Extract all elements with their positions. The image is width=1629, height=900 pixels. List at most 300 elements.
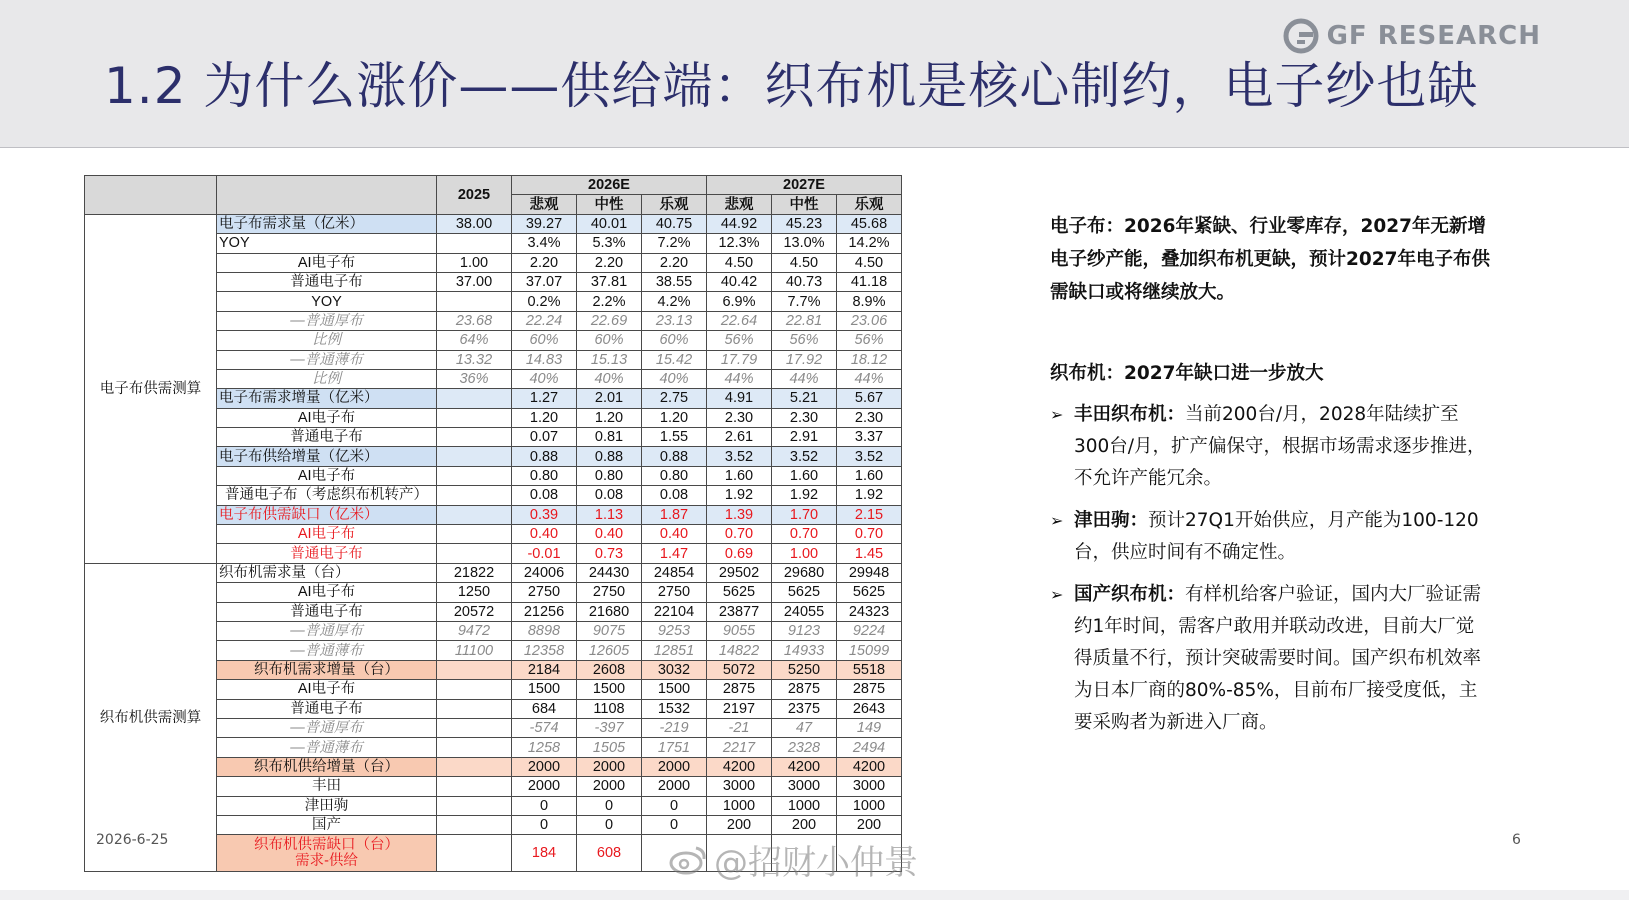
table-cell: 0.73 <box>577 544 642 563</box>
table-cell: 2750 <box>512 583 577 602</box>
table-cell: 2.20 <box>577 253 642 272</box>
table-cell: -0.01 <box>512 544 577 563</box>
row-label: —普通厚布 <box>217 621 437 640</box>
table-cell <box>437 699 512 718</box>
table-header-row <box>85 176 902 195</box>
table-cell: 1000 <box>772 796 837 815</box>
table-cell: 56% <box>837 331 902 350</box>
section-label: 织布机供需测算 <box>85 563 217 871</box>
table-cell: 24006 <box>512 563 577 582</box>
table-cell <box>437 292 512 311</box>
table-cell: 60% <box>642 331 707 350</box>
table-cell: 0.2% <box>512 292 577 311</box>
table-cell: 37.00 <box>437 272 512 291</box>
bullet-text: 预计27Q1开始供应，月产能为100-120台，供应时间有不确定性。 <box>1074 510 1479 563</box>
table-cell: 3000 <box>837 777 902 796</box>
table-cell: 56% <box>772 331 837 350</box>
row-label: AI电子布 <box>217 253 437 272</box>
table-cell: 21680 <box>577 602 642 621</box>
loom-subheading: 织布机：2027年缺口进一步放大 <box>1050 363 1324 384</box>
table-cell: 1000 <box>707 796 772 815</box>
bullet-text: 有样机给客户验证，国内大厂验证需约1年时间，需客户敢用并联动改进，目前大厂觉得质量不行，预计突破需要时间。国产织布机效率为日本厂商的80%-85%，目前布厂接受度低，主要采购者为新进入厂商。 <box>1074 584 1482 733</box>
table-cell: 15.13 <box>577 350 642 369</box>
brand-name: GF RESEARCH <box>1326 21 1541 51</box>
table-cell: 44% <box>772 369 837 388</box>
table-cell: 1.60 <box>707 466 772 485</box>
table-cell: 2000 <box>512 777 577 796</box>
page-title: 1.2 为什么涨价——供给端：织布机是核心制约，电子纱也缺 <box>104 57 1479 115</box>
arrow-bullet-icon: ➢ <box>1050 511 1064 530</box>
row-label: 电子布需求增量（亿米） <box>217 389 437 408</box>
table-cell: 0 <box>642 796 707 815</box>
table-cell: 40% <box>577 369 642 388</box>
table-cell: 0.07 <box>512 428 577 447</box>
table-cell: 1.70 <box>772 505 837 524</box>
row-label: AI电子布 <box>217 525 437 544</box>
table-cell: 45.23 <box>772 214 837 233</box>
table-cell: 0.81 <box>577 428 642 447</box>
fabric-summary: 电子布：2026年紧缺、行业零库存，2027年无新增电子纱产能，叠加织布机更缺，预计2027年电子布供需缺口或将继续放大。 <box>1050 216 1490 303</box>
table-cell: 64% <box>437 331 512 350</box>
table-cell: 29502 <box>707 563 772 582</box>
table-cell: 2.30 <box>772 408 837 427</box>
footer-strip <box>0 890 1629 900</box>
table-cell: 24055 <box>772 602 837 621</box>
table-cell: 18.12 <box>837 350 902 369</box>
table-cell: 608 <box>577 835 642 872</box>
table-cell: 1.60 <box>772 466 837 485</box>
scenario-header: 乐观 <box>642 195 707 214</box>
table-cell: 1.92 <box>772 486 837 505</box>
row-label: AI电子布 <box>217 466 437 485</box>
table-cell: 40.01 <box>577 214 642 233</box>
table-cell: 0.08 <box>577 486 642 505</box>
table-cell: 6.9% <box>707 292 772 311</box>
table-cell: 11100 <box>437 641 512 660</box>
row-label: 国产 <box>217 815 437 834</box>
table-cell: 2000 <box>577 757 642 776</box>
scenario-header: 中性 <box>772 195 837 214</box>
table-cell: 22.69 <box>577 311 642 330</box>
table-cell: 0.40 <box>512 525 577 544</box>
scenario-header: 悲观 <box>707 195 772 214</box>
arrow-bullet-icon: ➢ <box>1050 585 1064 604</box>
table-cell: 36% <box>437 369 512 388</box>
table-cell: 60% <box>577 331 642 350</box>
header-blank-section <box>85 176 217 215</box>
table-cell: 22.81 <box>772 311 837 330</box>
table-cell: 0.40 <box>577 525 642 544</box>
table-cell: 0.69 <box>707 544 772 563</box>
table-cell <box>437 466 512 485</box>
table-cell: 2.2% <box>577 292 642 311</box>
table-cell: 14822 <box>707 641 772 660</box>
weibo-icon <box>668 844 708 876</box>
table-cell: 41.18 <box>837 272 902 291</box>
table-cell: 2643 <box>837 699 902 718</box>
table-cell: 9055 <box>707 621 772 640</box>
page-number: 6 <box>1512 832 1521 848</box>
table-cell: 0.08 <box>642 486 707 505</box>
header-2025: 2025 <box>437 176 512 215</box>
table-cell: 12358 <box>512 641 577 660</box>
row-label: YOY <box>217 234 437 253</box>
row-label: 普通电子布 <box>217 699 437 718</box>
table-cell: 38.55 <box>642 272 707 291</box>
table-cell: 1.87 <box>642 505 707 524</box>
table-cell: 4.50 <box>772 253 837 272</box>
table-cell: 2750 <box>642 583 707 602</box>
table-cell: 44.92 <box>707 214 772 233</box>
table-cell <box>437 680 512 699</box>
table-cell: 0.88 <box>512 447 577 466</box>
row-label: 普通电子布 <box>217 272 437 291</box>
table-cell: 22104 <box>642 602 707 621</box>
table-cell: 40.75 <box>642 214 707 233</box>
table-cell: 2000 <box>642 777 707 796</box>
table-cell: 44% <box>707 369 772 388</box>
table-cell: 3.52 <box>772 447 837 466</box>
table-cell: 1500 <box>512 680 577 699</box>
table-cell: 1258 <box>512 738 577 757</box>
table-cell: 2608 <box>577 660 642 679</box>
table-cell: 200 <box>707 815 772 834</box>
table-cell: 2875 <box>707 680 772 699</box>
table-cell: 0 <box>642 815 707 834</box>
table-cell: 29948 <box>837 563 902 582</box>
bullet-text: 当前200台/月，2028年陆续扩至300台/月，扩产偏保守，根据市场需求逐步推进，不允许产能冗余。 <box>1074 404 1486 489</box>
table-cell: 9123 <box>772 621 837 640</box>
table-cell: -574 <box>512 718 577 737</box>
table-cell: 5250 <box>772 660 837 679</box>
table-cell: 0 <box>512 815 577 834</box>
table-cell: 4200 <box>772 757 837 776</box>
row-label: —普通薄布 <box>217 738 437 757</box>
table-cell: 3000 <box>772 777 837 796</box>
table-cell: 38.00 <box>437 214 512 233</box>
row-label: 织布机需求量（台） <box>217 563 437 582</box>
table-cell: 0.08 <box>512 486 577 505</box>
table-cell: 23877 <box>707 602 772 621</box>
table-cell <box>437 408 512 427</box>
table-cell <box>437 428 512 447</box>
row-label: 丰田 <box>217 777 437 796</box>
row-label: 织布机供给增量（台） <box>217 757 437 776</box>
table-cell: 0.39 <box>512 505 577 524</box>
table-cell <box>437 718 512 737</box>
table-cell: 2197 <box>707 699 772 718</box>
table-cell: 200 <box>837 815 902 834</box>
row-label: AI电子布 <box>217 583 437 602</box>
table-cell: 4200 <box>707 757 772 776</box>
row-label: AI电子布 <box>217 408 437 427</box>
row-label: YOY <box>217 292 437 311</box>
table-cell: 22.64 <box>707 311 772 330</box>
table-cell: 17.79 <box>707 350 772 369</box>
loom-bullets <box>1050 399 1490 739</box>
table-cell <box>437 234 512 253</box>
table-cell: 1500 <box>577 680 642 699</box>
table-cell: 2750 <box>577 583 642 602</box>
row-label: 普通电子布（考虑织布机转产） <box>217 486 437 505</box>
table-cell: 15.42 <box>642 350 707 369</box>
table-cell: 5625 <box>837 583 902 602</box>
table-cell: 40% <box>512 369 577 388</box>
table-cell: 12605 <box>577 641 642 660</box>
table-cell: 22.24 <box>512 311 577 330</box>
table-cell: 12851 <box>642 641 707 660</box>
table-cell: 9224 <box>837 621 902 640</box>
table-cell: 0.70 <box>772 525 837 544</box>
table-cell: 13.0% <box>772 234 837 253</box>
table-cell: 2.61 <box>707 428 772 447</box>
table-cell: 1.92 <box>837 486 902 505</box>
table-cell: 0 <box>577 796 642 815</box>
table-cell <box>437 738 512 757</box>
table-cell <box>437 796 512 815</box>
table-cell: 24430 <box>577 563 642 582</box>
row-label: —普通薄布 <box>217 641 437 660</box>
table-cell: 2.20 <box>512 253 577 272</box>
table-cell: 684 <box>512 699 577 718</box>
row-label: —普通薄布 <box>217 350 437 369</box>
table-cell: 13.32 <box>437 350 512 369</box>
table-cell: 1.60 <box>837 466 902 485</box>
table-cell <box>437 835 512 872</box>
table-cell: 21822 <box>437 563 512 582</box>
table-cell: 2.01 <box>577 389 642 408</box>
table-cell: 1108 <box>577 699 642 718</box>
row-label <box>217 835 437 872</box>
table-cell: 2.20 <box>642 253 707 272</box>
table-cell: 149 <box>837 718 902 737</box>
table-cell <box>437 447 512 466</box>
table-cell: 0 <box>577 815 642 834</box>
table-cell: 29680 <box>772 563 837 582</box>
row-label: 普通电子布 <box>217 428 437 447</box>
table-cell: 4.50 <box>707 253 772 272</box>
table-cell: 2.75 <box>642 389 707 408</box>
watermark <box>668 835 918 884</box>
table-cell: 1751 <box>642 738 707 757</box>
table-row <box>85 563 902 582</box>
table-cell: 200 <box>772 815 837 834</box>
bullet-item <box>1050 399 1490 495</box>
table-cell <box>437 777 512 796</box>
row-label: 电子布供给增量（亿米） <box>217 447 437 466</box>
table-cell: -397 <box>577 718 642 737</box>
table-cell: 1.39 <box>707 505 772 524</box>
table-cell: 4200 <box>837 757 902 776</box>
table-cell: 2.15 <box>837 505 902 524</box>
table-cell: 4.2% <box>642 292 707 311</box>
table-cell: 9075 <box>577 621 642 640</box>
table-cell <box>437 505 512 524</box>
slide-date: 2026-6-25 <box>96 832 169 848</box>
table-cell: 9253 <box>642 621 707 640</box>
table-cell: 20572 <box>437 602 512 621</box>
table-cell: 0.80 <box>642 466 707 485</box>
table-cell: 1505 <box>577 738 642 757</box>
table-cell: 40.73 <box>772 272 837 291</box>
table-cell: 0.88 <box>577 447 642 466</box>
table-cell: 2.30 <box>837 408 902 427</box>
table-cell: 39.27 <box>512 214 577 233</box>
row-label: —普通厚布 <box>217 718 437 737</box>
bullet-head: 津田驹： <box>1074 510 1149 531</box>
table-cell: 1.20 <box>642 408 707 427</box>
scenario-header: 悲观 <box>512 195 577 214</box>
table-row <box>85 214 902 233</box>
row-label: 电子布供需缺口（亿米） <box>217 505 437 524</box>
row-label: 津田驹 <box>217 796 437 815</box>
table-cell: 23.06 <box>837 311 902 330</box>
table-cell: 2217 <box>707 738 772 757</box>
table-cell: 1.20 <box>512 408 577 427</box>
table-cell: 12.3% <box>707 234 772 253</box>
scenario-header: 乐观 <box>837 195 902 214</box>
table-cell: 4.50 <box>837 253 902 272</box>
table-cell: 5.3% <box>577 234 642 253</box>
table-cell: 37.81 <box>577 272 642 291</box>
slide-header <box>0 0 1629 148</box>
table-cell: 15099 <box>837 641 902 660</box>
header-2027e: 2027E <box>707 176 902 195</box>
table-cell: -219 <box>642 718 707 737</box>
table-cell: 2328 <box>772 738 837 757</box>
table-cell: 60% <box>512 331 577 350</box>
table-cell: 2494 <box>837 738 902 757</box>
table-cell: 3000 <box>707 777 772 796</box>
supply-demand-table <box>84 175 902 872</box>
header-2026e: 2026E <box>512 176 707 195</box>
table-cell: 14933 <box>772 641 837 660</box>
table-cell: 0.70 <box>837 525 902 544</box>
table-cell <box>437 544 512 563</box>
bullet-head: 国产织布机： <box>1074 584 1186 605</box>
table-cell: 0.70 <box>707 525 772 544</box>
row-label: 织布机需求增量（台） <box>217 660 437 679</box>
row-label: 普通电子布 <box>217 602 437 621</box>
table-cell: 1.45 <box>837 544 902 563</box>
table-cell: 5072 <box>707 660 772 679</box>
table-cell: 1.55 <box>642 428 707 447</box>
row-label: 电子布需求量（亿米） <box>217 214 437 233</box>
table-cell: 3.37 <box>837 428 902 447</box>
table-cell: 2.30 <box>707 408 772 427</box>
table-cell: 24323 <box>837 602 902 621</box>
row-label: —普通厚布 <box>217 311 437 330</box>
table-cell: 23.68 <box>437 311 512 330</box>
table-cell: 2184 <box>512 660 577 679</box>
bullet-item <box>1050 505 1490 569</box>
table-cell: 0 <box>512 796 577 815</box>
table-cell: 9472 <box>437 621 512 640</box>
table-cell: 56% <box>707 331 772 350</box>
row-label-line: 织布机供需缺口（台） <box>254 837 399 854</box>
header-blank-label <box>217 176 437 215</box>
table-cell: 1.47 <box>642 544 707 563</box>
table-cell <box>437 815 512 834</box>
table-cell: 2000 <box>577 777 642 796</box>
bullet-head: 丰田织布机： <box>1074 404 1186 425</box>
table-cell: 3032 <box>642 660 707 679</box>
table-cell: 184 <box>512 835 577 872</box>
table-cell: 2875 <box>772 680 837 699</box>
row-label: AI电子布 <box>217 680 437 699</box>
table-cell: 23.13 <box>642 311 707 330</box>
table-cell: 2875 <box>837 680 902 699</box>
table-cell: 0.80 <box>577 466 642 485</box>
table-cell: 40.42 <box>707 272 772 291</box>
table-cell: 4.91 <box>707 389 772 408</box>
table-cell: 47 <box>772 718 837 737</box>
table-cell: 2000 <box>512 757 577 776</box>
table-cell: 24854 <box>642 563 707 582</box>
row-label-line: 需求-供给 <box>295 853 358 870</box>
table-cell <box>437 486 512 505</box>
table-cell: 1.13 <box>577 505 642 524</box>
table-cell: 5518 <box>837 660 902 679</box>
table-cell: 5625 <box>707 583 772 602</box>
watermark-text: @招财小仲景 <box>714 843 918 883</box>
commentary-panel <box>1050 210 1490 749</box>
table-cell: 5.21 <box>772 389 837 408</box>
table-cell: 14.83 <box>512 350 577 369</box>
table-cell: 1.92 <box>707 486 772 505</box>
table-cell: 2.91 <box>772 428 837 447</box>
bullet-item <box>1050 579 1490 739</box>
table-cell: 21256 <box>512 602 577 621</box>
table-cell: 1532 <box>642 699 707 718</box>
table-cell: 45.68 <box>837 214 902 233</box>
table-cell: 7.7% <box>772 292 837 311</box>
table-cell: 0.80 <box>512 466 577 485</box>
row-label: 比例 <box>217 369 437 388</box>
table-cell <box>437 757 512 776</box>
table-cell: 1.00 <box>772 544 837 563</box>
scenario-header: 中性 <box>577 195 642 214</box>
table-cell: 7.2% <box>642 234 707 253</box>
table-cell: 3.52 <box>837 447 902 466</box>
table-cell: 1.27 <box>512 389 577 408</box>
table-cell: 40% <box>642 369 707 388</box>
table-cell: 0.40 <box>642 525 707 544</box>
table-cell: 1000 <box>837 796 902 815</box>
table-cell: 1.00 <box>437 253 512 272</box>
section-label: 电子布供需测算 <box>85 214 217 563</box>
table-cell: 5.67 <box>837 389 902 408</box>
table-cell: 1500 <box>642 680 707 699</box>
table-cell: 1.20 <box>577 408 642 427</box>
table-cell: 2000 <box>642 757 707 776</box>
table-cell: 17.92 <box>772 350 837 369</box>
table-cell <box>437 389 512 408</box>
table-cell <box>437 660 512 679</box>
table-cell: 0.88 <box>642 447 707 466</box>
table-cell: 37.07 <box>512 272 577 291</box>
table-cell: 5625 <box>772 583 837 602</box>
table-cell: 2375 <box>772 699 837 718</box>
table-cell: 14.2% <box>837 234 902 253</box>
arrow-bullet-icon: ➢ <box>1050 405 1064 424</box>
table-cell: 8898 <box>512 621 577 640</box>
table-cell: 3.4% <box>512 234 577 253</box>
table-cell: 1250 <box>437 583 512 602</box>
table-cell: 3.52 <box>707 447 772 466</box>
table-cell <box>437 525 512 544</box>
row-label: 比例 <box>217 331 437 350</box>
